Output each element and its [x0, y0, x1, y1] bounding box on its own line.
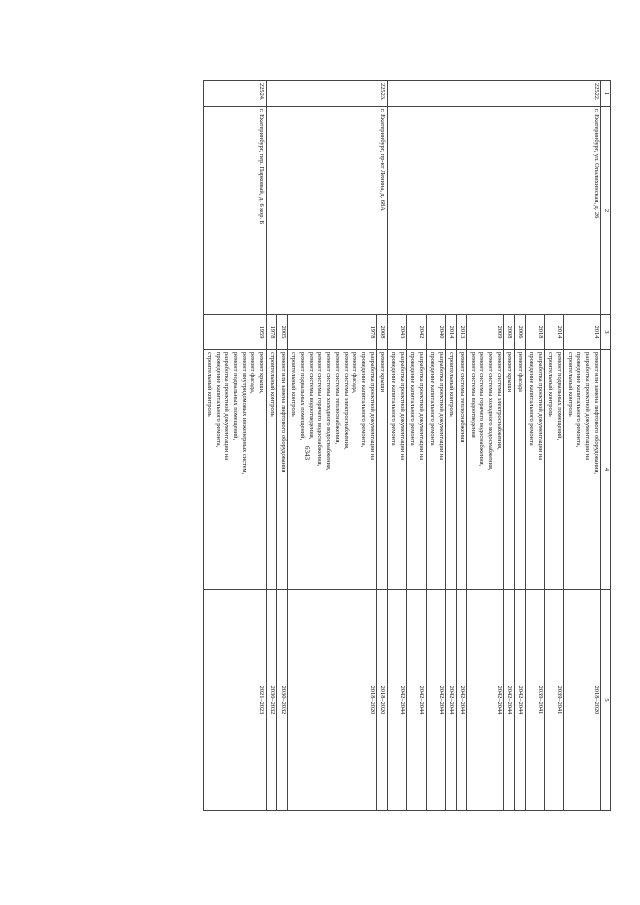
- work-cell: [426, 350, 445, 590]
- year-cell: 2040: [426, 315, 445, 350]
- year-cell: 2005: [277, 315, 288, 350]
- year-cell: 2018: [525, 315, 544, 350]
- work-line: ремонт внутридомовых инженерных систем,: [240, 352, 248, 475]
- work-line: ремонт системы водоотведения: [469, 352, 477, 438]
- term-cell: 2021–2023: [203, 590, 266, 811]
- year-cell: 2042: [407, 315, 426, 350]
- term-cell: 2042–2044: [446, 590, 457, 811]
- work-cell: [407, 350, 426, 590]
- work-line: ремонт подвальных помещений,: [299, 352, 306, 441]
- work-line: ремонт фасада: [517, 352, 525, 392]
- work-cell: [266, 350, 277, 590]
- building-address: г. Екатеринбург, ул. Опалихинская, д. 26: [387, 107, 600, 315]
- work-line: ремонт крыши: [379, 352, 387, 393]
- work-line: ремонт подвальных помещений,: [232, 352, 240, 441]
- work-line: ремонт или замена лифтового оборудования,: [592, 352, 600, 475]
- year-cell: 2014: [545, 315, 564, 350]
- work-line: ремонт или замена лифтового оборудования: [279, 352, 287, 473]
- year-cell: 2009: [467, 315, 504, 350]
- work-line: ремонт системы электроснабжения,: [495, 352, 503, 450]
- column-header: 4: [601, 350, 611, 590]
- header-row: [601, 81, 611, 811]
- work-cell: [504, 350, 515, 590]
- term-cell: 2042–2044: [467, 590, 504, 811]
- term-cell: 2042–2044: [387, 590, 406, 811]
- work-cell: [377, 350, 388, 590]
- work-line: ремонт системы теплоснабжения,: [333, 352, 341, 445]
- work-line: строительный контроль: [448, 352, 456, 417]
- work-line: проведение капитального ремонта,: [359, 352, 367, 448]
- year-cell: 1959: [203, 315, 266, 350]
- year-cell: 2008: [504, 315, 515, 350]
- work-cell: [456, 350, 467, 590]
- work-cell: [203, 350, 266, 590]
- year-cell: 2043: [387, 315, 406, 350]
- work-line: ремонт крыши: [506, 352, 514, 393]
- work-line: проведение капитального ремонта,: [214, 352, 222, 448]
- table-row: [564, 81, 601, 811]
- year-cell: 2006: [514, 315, 525, 350]
- work-line: строительный контроль: [268, 352, 276, 417]
- work-line: строительный контроль: [566, 352, 574, 417]
- work-cell: [514, 350, 525, 590]
- term-cell: 2039–2041: [545, 590, 564, 811]
- year-cell: 2013: [456, 315, 467, 350]
- work-line: ремонт системы холодного водоснабжения,: [487, 352, 495, 471]
- work-line: разработка проектной документации на: [437, 352, 445, 461]
- work-cell: [387, 350, 406, 590]
- work-line: разработка проектной документации на: [418, 352, 426, 461]
- work-line: проведение капитального ремонта: [390, 352, 398, 446]
- building-id: 22522.: [387, 81, 600, 107]
- term-cell: 2042–2044: [514, 590, 525, 811]
- work-line: ремонт системы электроснабжения,: [342, 352, 350, 450]
- year-cell: 1978: [288, 315, 377, 350]
- work-line: разработка проектной документации на: [223, 352, 231, 461]
- term-cell: 2018–2020: [377, 590, 388, 811]
- work-line: ремонт системы теплоснабжения: [458, 352, 466, 443]
- term-cell: 2018–2020: [564, 590, 601, 811]
- work-line: проведение капитального ремонта: [527, 352, 535, 446]
- work-line: строительный контроль: [205, 352, 213, 417]
- work-line: разработка проектной документации на: [398, 352, 406, 461]
- term-cell: 2042–2044: [504, 590, 515, 811]
- repair-schedule-table: [203, 80, 611, 811]
- term-cell: 2042–2044: [426, 590, 445, 811]
- work-line: ремонт фасада,: [249, 352, 257, 394]
- work-line: ремонт системы горячего водоснабжения,: [316, 352, 324, 467]
- column-header: 2: [601, 107, 611, 315]
- work-line: проведение капитального ремонта,: [575, 352, 583, 448]
- building-address: г. Екатеринбург, пр-кт Ленина, д. 68А: [266, 107, 387, 315]
- table-body: [203, 81, 601, 811]
- term-cell: 2042–2044: [407, 590, 426, 811]
- work-line: ремонт системы холодного водоснабжения,: [325, 352, 333, 471]
- work-cell: [277, 350, 288, 590]
- work-cell: [525, 350, 544, 590]
- term-cell: 2030–2032: [277, 590, 288, 811]
- year-cell: 2014: [564, 315, 601, 350]
- work-line: разработка проектной документации на: [584, 352, 592, 461]
- column-header: 5: [601, 590, 611, 811]
- table-row: [203, 81, 266, 811]
- year-cell: 2008: [377, 315, 388, 350]
- work-line: ремонт подвальных помещений,: [555, 352, 563, 441]
- work-line: ремонт крыши,: [258, 352, 266, 394]
- work-line: строительный контроль: [547, 352, 555, 417]
- page-number: 6343: [303, 446, 311, 460]
- work-line: строительный контроль: [290, 352, 298, 417]
- work-cell: [446, 350, 457, 590]
- work-line: проведение капитального ремонта: [409, 352, 417, 446]
- work-line: разработка проектной документации на: [368, 352, 376, 461]
- column-header: 1: [601, 81, 611, 107]
- work-cell: [467, 350, 504, 590]
- term-cell: 2039–2041: [525, 590, 544, 811]
- work-cell: [288, 350, 377, 590]
- work-cell: [564, 350, 601, 590]
- table-row: [377, 81, 388, 811]
- rotated-page: [91, 80, 611, 810]
- building-id: 22524.: [203, 81, 266, 107]
- work-line: ремонт системы горячего водоснабжения,: [478, 352, 486, 467]
- year-cell: 1978: [266, 315, 277, 350]
- term-cell: 2042–2044: [456, 590, 467, 811]
- work-line: ремонт системы водоотведения,: [307, 352, 315, 440]
- column-header: 3: [601, 315, 611, 350]
- building-address: г. Екатеринбург, пер. Парковый, д. 6 кор. Б: [203, 107, 266, 315]
- term-cell: 2030–2032: [266, 590, 277, 811]
- work-line: разработка проектной документации на: [536, 352, 544, 461]
- term-cell: 2018–2020: [288, 590, 377, 811]
- work-cell: [545, 350, 564, 590]
- building-id: 22523.: [266, 81, 387, 107]
- work-line: проведение капитального ремонта: [428, 352, 436, 446]
- work-line: ремонт фасада,: [351, 352, 359, 394]
- year-cell: 2014: [446, 315, 457, 350]
